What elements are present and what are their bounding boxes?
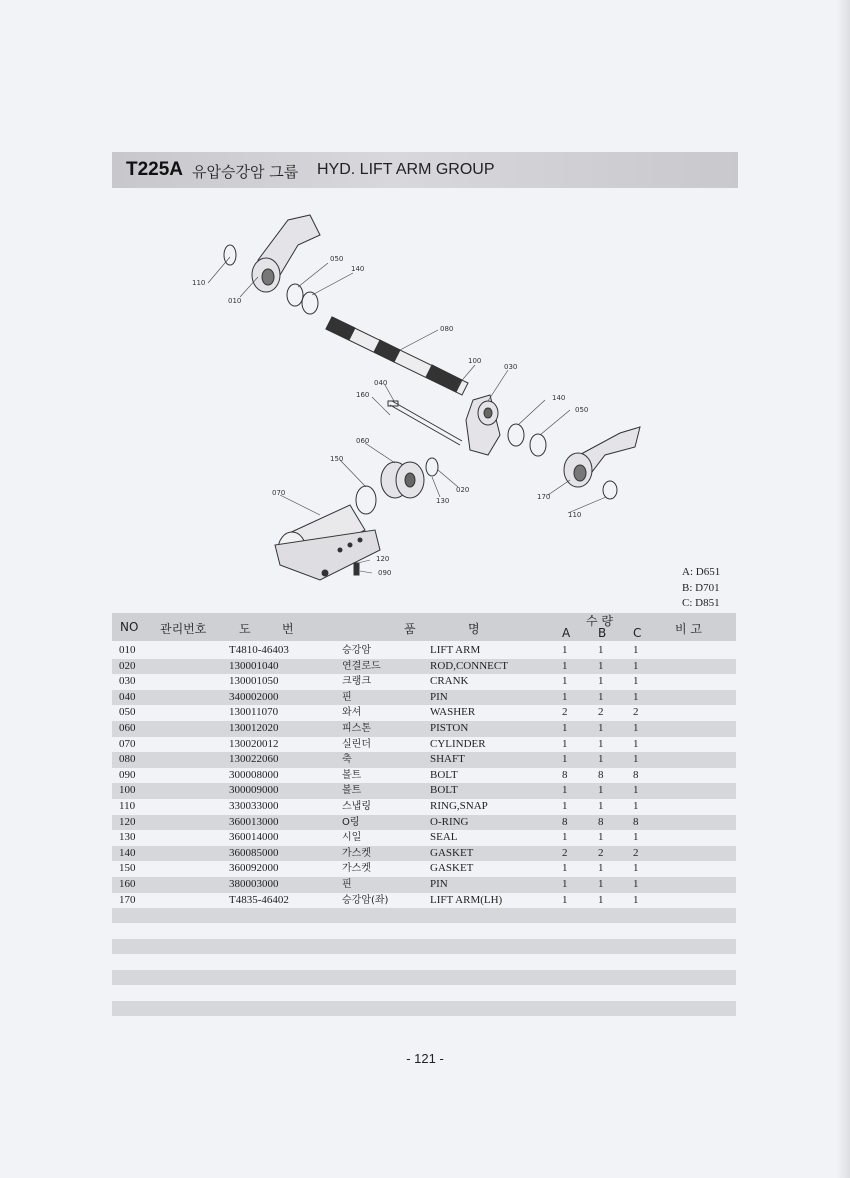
table-row (112, 815, 736, 831)
callout-label: 040 (374, 379, 388, 387)
row-name-english: LIFT ARM (430, 644, 481, 656)
row-name-korean: 와셔 (342, 707, 362, 719)
row-no: 130 (119, 831, 136, 844)
row-name-english: RING,SNAP (430, 799, 488, 812)
row-no: 050 (119, 706, 136, 719)
row-name-english: PIN (430, 690, 448, 703)
row-name-korean: 실린더 (342, 738, 371, 750)
row-part-number: 130022060 (229, 753, 279, 766)
row-qty-c: 1 (633, 893, 639, 906)
header-drawing-2: 번 (282, 622, 294, 636)
row-name-korean: 승강암(좌) (342, 894, 389, 906)
row-name-korean: 연결로드 (342, 660, 381, 672)
callout-label: 110 (568, 511, 582, 519)
row-part-number: 130012020 (229, 721, 279, 734)
row-qty-c: 1 (633, 877, 639, 890)
table-row (112, 643, 736, 659)
row-name-english: LIFT ARM(LH) (430, 893, 503, 906)
row-qty-a: 1 (562, 737, 568, 750)
row-qty-c: 8 (633, 768, 639, 781)
row-name-english: CYLINDER (430, 737, 486, 750)
table-row (112, 783, 736, 799)
row-qty-a: 1 (562, 784, 568, 797)
table-row (112, 768, 736, 784)
row-qty-c: 8 (633, 815, 639, 828)
group-title-english: HYD. LIFT ARM GROUP (317, 161, 495, 178)
row-qty-c: 1 (633, 831, 639, 844)
callout-label: 110 (192, 279, 206, 287)
lift-arm-left-part (564, 427, 640, 487)
callout-label: 120 (376, 555, 390, 563)
callout-label: 160 (356, 391, 370, 399)
table-row (112, 659, 736, 675)
table-row (112, 893, 736, 909)
cylinder-part (275, 505, 380, 580)
row-qty-a: 1 (562, 877, 568, 890)
empty-row (112, 970, 736, 985)
row-part-number: 130020012 (229, 737, 279, 750)
row-no: 030 (119, 675, 136, 688)
empty-row (112, 939, 736, 954)
row-no: 120 (119, 815, 136, 828)
row-qty-a: 1 (562, 799, 568, 812)
group-code: T225A (126, 159, 184, 180)
row-name-english: BOLT (430, 784, 458, 797)
row-no: 150 (119, 862, 136, 875)
table-row (112, 799, 736, 815)
row-name-english: O-RING (430, 815, 469, 828)
washer-right-part (530, 434, 546, 456)
row-qty-c: 1 (633, 644, 639, 656)
row-qty-c: 1 (633, 799, 639, 812)
table-row (112, 674, 736, 690)
callout-label: 100 (468, 357, 482, 365)
table-header (112, 613, 736, 641)
callout-label: 050 (330, 255, 344, 263)
row-qty-c: 1 (633, 690, 639, 703)
table-row (112, 752, 736, 768)
row-qty-a: 2 (562, 706, 568, 719)
row-qty-b: 1 (598, 644, 604, 656)
row-part-number: 360013000 (229, 815, 279, 828)
row-qty-b: 1 (598, 675, 604, 688)
row-qty-c: 2 (633, 846, 639, 859)
table-row (112, 721, 736, 737)
row-part-number: 330033000 (229, 799, 279, 812)
model-legend (682, 565, 720, 612)
table-row (112, 830, 736, 846)
row-qty-b: 8 (598, 768, 604, 781)
title-bar (112, 152, 738, 188)
seal-part (426, 458, 438, 476)
row-no: 090 (119, 768, 136, 781)
row-name-korean: 승강암 (342, 645, 371, 656)
row-qty-c: 2 (633, 706, 639, 719)
callout-label: 140 (351, 265, 365, 273)
table-row (112, 846, 736, 862)
row-qty-b: 2 (598, 706, 604, 719)
row-qty-a: 1 (562, 644, 568, 656)
row-name-english: PISTON (430, 721, 469, 734)
row-no: 160 (119, 877, 136, 890)
gasket-lower-part (356, 486, 376, 514)
row-name-english: GASKET (430, 846, 474, 859)
row-name-english: SEAL (430, 831, 458, 844)
header-management-no: 관리번호 (160, 622, 207, 636)
row-qty-b: 1 (598, 721, 604, 734)
row-qty-c: 1 (633, 784, 639, 797)
row-no: 060 (119, 721, 136, 734)
row-name-korean: 크랭크 (342, 676, 371, 688)
header-qty-b: B (598, 626, 607, 640)
row-part-number: 360085000 (229, 846, 279, 859)
row-qty-b: 1 (598, 831, 604, 844)
group-title-korean: 유압승강암 그룹 (192, 163, 299, 181)
row-qty-c: 1 (633, 862, 639, 875)
exploded-parts-diagram (170, 205, 670, 595)
header-qty-c: C (633, 626, 642, 640)
row-part-number: 130001050 (229, 675, 279, 688)
empty-row (112, 1001, 736, 1016)
row-no: 080 (119, 753, 136, 766)
row-name-korean: 시일 (342, 832, 362, 844)
row-name-korean: 볼트 (342, 785, 362, 797)
row-qty-b: 1 (598, 877, 604, 890)
row-qty-a: 8 (562, 815, 568, 828)
row-qty-a: 1 (562, 690, 568, 703)
row-qty-b: 8 (598, 815, 604, 828)
row-qty-c: 1 (633, 659, 639, 672)
model-c: C: D851 (682, 597, 720, 609)
row-qty-a: 1 (562, 721, 568, 734)
callout-label: 140 (552, 394, 566, 402)
header-remark: 비 고 (675, 622, 702, 636)
row-part-number: 300008000 (229, 768, 279, 781)
row-qty-b: 1 (598, 799, 604, 812)
callout-labels (192, 255, 588, 577)
gasket-right-part (508, 424, 524, 446)
row-part-number: 130001040 (229, 659, 279, 672)
row-name-english: CRANK (430, 675, 469, 688)
header-drawing-1: 도 (239, 622, 251, 636)
row-qty-c: 1 (633, 737, 639, 750)
header-name-1: 품 (404, 622, 416, 636)
bolt-part (354, 563, 359, 575)
header-quantity: 수 량 (586, 614, 613, 628)
row-part-number: 360014000 (229, 831, 279, 844)
row-name-korean: 가스켓 (342, 847, 371, 859)
callout-label: 150 (330, 455, 344, 463)
row-qty-c: 1 (633, 675, 639, 688)
table-row (112, 705, 736, 721)
table-row (112, 737, 736, 753)
callout-label: 060 (356, 437, 370, 445)
row-name-korean: 핀 (342, 691, 352, 703)
row-name-english: GASKET (430, 862, 474, 875)
row-part-number: 380003000 (229, 877, 279, 890)
row-part-number: 340002000 (229, 690, 279, 703)
page-edge (836, 0, 850, 1178)
empty-row (112, 908, 736, 923)
washer-upper-part (287, 284, 303, 306)
lift-arm-right-part (252, 215, 320, 292)
row-qty-b: 1 (598, 784, 604, 797)
header-name-2: 명 (468, 622, 480, 636)
row-qty-a: 1 (562, 893, 568, 906)
row-qty-a: 1 (562, 831, 568, 844)
row-qty-a: 8 (562, 768, 568, 781)
row-name-english: SHAFT (430, 753, 465, 766)
table-row (112, 877, 736, 893)
row-qty-a: 1 (562, 753, 568, 766)
callout-label: 130 (436, 497, 450, 505)
row-part-number: 300009000 (229, 784, 279, 797)
row-name-korean: 스냅링 (342, 800, 371, 812)
snap-ring-lower-part (603, 481, 617, 499)
row-name-korean: 피스톤 (342, 722, 371, 734)
row-no: 070 (119, 737, 136, 750)
row-qty-b: 1 (598, 659, 604, 672)
row-name-english: ROD,CONNECT (430, 659, 508, 672)
callout-label: 050 (575, 406, 589, 414)
row-qty-b: 1 (598, 753, 604, 766)
row-name-korean: 가스켓 (342, 863, 371, 875)
parts-table (112, 643, 736, 908)
callout-label: 090 (378, 569, 392, 577)
row-name-english: WASHER (430, 706, 476, 719)
callout-label: 010 (228, 297, 242, 305)
row-qty-b: 1 (598, 893, 604, 906)
row-part-number: T4835-46402 (229, 893, 289, 906)
header-qty-a: A (562, 626, 571, 640)
callout-label: 030 (504, 363, 518, 371)
row-no: 020 (119, 659, 136, 672)
callout-label: 080 (440, 325, 454, 333)
row-part-number: 360092000 (229, 862, 279, 875)
row-qty-a: 1 (562, 675, 568, 688)
callout-label: 170 (537, 493, 551, 501)
row-qty-b: 1 (598, 690, 604, 703)
row-no: 170 (119, 893, 136, 906)
row-qty-c: 1 (633, 753, 639, 766)
header-no: NO (120, 620, 139, 634)
row-part-number: T4810-46403 (229, 644, 289, 656)
row-part-number: 130011070 (229, 706, 279, 719)
model-a: A: D651 (682, 566, 721, 578)
row-no: 110 (119, 799, 136, 812)
row-qty-a: 2 (562, 846, 568, 859)
row-name-korean: 축 (342, 754, 352, 766)
piston-part (381, 462, 424, 498)
row-name-korean: 핀 (342, 878, 352, 890)
row-qty-b: 1 (598, 862, 604, 875)
callout-label: 070 (272, 489, 286, 497)
connecting-rod-part (390, 401, 462, 445)
row-qty-a: 1 (562, 659, 568, 672)
row-qty-b: 2 (598, 846, 604, 859)
gasket-upper-part (302, 292, 318, 314)
row-name-korean: 볼트 (342, 769, 362, 781)
row-qty-b: 1 (598, 737, 604, 750)
row-no: 100 (119, 784, 136, 797)
row-qty-a: 1 (562, 862, 568, 875)
row-no: 040 (119, 690, 136, 703)
table-row (112, 690, 736, 706)
row-name-english: PIN (430, 877, 448, 890)
page-number: - 121 - (406, 1051, 444, 1066)
table-row (112, 861, 736, 877)
row-qty-c: 1 (633, 721, 639, 734)
model-b: B: D701 (682, 581, 720, 594)
row-name-english: BOLT (430, 768, 458, 781)
row-no: 010 (119, 644, 136, 656)
row-name-korean: O링 (342, 816, 360, 828)
callout-label: 020 (456, 486, 470, 494)
crank-part (466, 395, 500, 455)
row-no: 140 (119, 846, 136, 859)
